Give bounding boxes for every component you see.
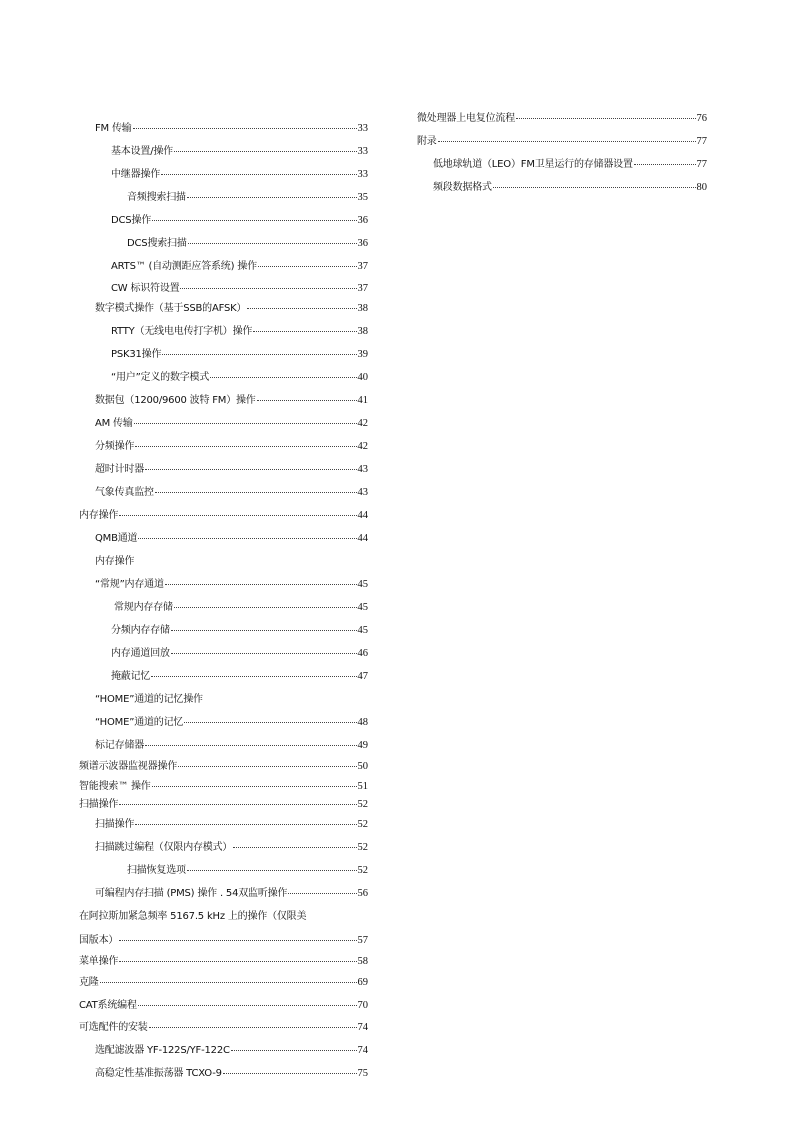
- toc-entry: [95, 739, 368, 752]
- toc-entry: [95, 841, 368, 854]
- toc-entry-title: RTTY（无线电电传打字机）操作: [111, 326, 253, 337]
- toc-entry-title: 内存操作: [79, 510, 119, 521]
- dot-leader: [135, 446, 356, 447]
- toc-entry-title: 可选配件的安装: [79, 1022, 148, 1033]
- toc-entry: [79, 999, 368, 1012]
- dot-leader: [100, 982, 357, 983]
- dot-leader: [247, 308, 356, 309]
- toc-entry-page: 33: [357, 123, 368, 134]
- dot-leader: [233, 847, 356, 848]
- toc-entry-page: 41: [357, 395, 368, 406]
- dot-leader: [184, 722, 356, 723]
- toc-entry-page: 33: [357, 169, 368, 180]
- toc-entry-title: 数据包（1200/9600 波特 FM）操作: [95, 395, 256, 406]
- toc-entry: [95, 1067, 368, 1080]
- toc-entry-title: ARTS™ (自动测距应答系统) 操作: [111, 261, 257, 272]
- toc-entry: [127, 237, 368, 250]
- dot-leader: [135, 824, 356, 825]
- toc-entry: [111, 282, 368, 295]
- dot-leader: [187, 870, 357, 871]
- toc-entry-title: 扫描恢复选项: [127, 865, 186, 876]
- toc-entry-page: 44: [357, 510, 368, 521]
- toc-entry: [111, 624, 368, 637]
- dot-leader: [210, 377, 356, 378]
- dot-leader: [152, 786, 357, 787]
- toc-entry: [111, 325, 368, 338]
- toc-entry-page: 57: [357, 935, 368, 946]
- toc-entry: [95, 463, 368, 476]
- toc-entry-page: 42: [357, 418, 368, 429]
- toc-entry: [95, 555, 368, 568]
- toc-entry-title: 微处理器上电复位流程: [417, 113, 515, 124]
- toc-entry-page: 75: [357, 1068, 368, 1079]
- toc-entry-title: 国版本）: [79, 935, 119, 946]
- toc-entry: [79, 760, 368, 773]
- toc-entry-page: 52: [357, 865, 368, 876]
- toc-entry-title: 扫描跳过编程（仅限内存模式）: [95, 842, 233, 853]
- dot-leader: [288, 893, 356, 894]
- toc-entry-title: 菜单操作: [79, 956, 119, 967]
- toc-entry-title: 数字模式操作（基于SSB的AFSK）: [95, 303, 247, 314]
- toc-entry-title: PSK31操作: [111, 349, 162, 360]
- dot-leader: [188, 243, 357, 244]
- dot-leader: [134, 423, 357, 424]
- toc-entry-title: 频谱示波器监视器操作: [79, 761, 177, 772]
- toc-entry-page: 43: [357, 487, 368, 498]
- toc-entry: [79, 1021, 368, 1034]
- dot-leader: [174, 607, 357, 608]
- toc-entry-page: 74: [357, 1022, 368, 1033]
- toc-entry-page: 43: [357, 464, 368, 475]
- toc-entry-page: 36: [357, 238, 368, 249]
- toc-entry-page: 36: [357, 215, 368, 226]
- dot-leader: [634, 164, 696, 165]
- dot-leader: [257, 400, 357, 401]
- toc-entry-page: 35: [357, 192, 368, 203]
- toc-entry: [95, 394, 368, 407]
- toc-entry-title: 选配滤波器 YF-122S/YF-122C: [95, 1045, 230, 1056]
- toc-entry-page: 44: [357, 533, 368, 544]
- toc-entry-page: 76: [696, 113, 707, 124]
- toc-entry-title: 掩蔽记忆: [111, 671, 151, 682]
- toc-entry-page: 45: [357, 602, 368, 613]
- toc-entry: [79, 798, 368, 811]
- toc-entry-title: FM 传输: [95, 123, 132, 134]
- toc-entry-title: 扫描操作: [79, 799, 119, 810]
- toc-entry-title: 常规内存存储: [114, 602, 173, 613]
- dot-leader: [178, 766, 357, 767]
- dot-leader: [253, 331, 356, 332]
- dot-leader: [187, 197, 357, 198]
- toc-entry-page: 47: [357, 671, 368, 682]
- dot-leader: [493, 187, 696, 188]
- toc-entry-title: 克隆: [79, 977, 99, 988]
- toc-entry: [79, 976, 368, 989]
- toc-entry: [95, 693, 368, 706]
- toc-entry-title: 气象传真监控: [95, 487, 154, 498]
- toc-entry-page: 77: [696, 159, 707, 170]
- toc-entry: [433, 158, 707, 171]
- toc-entry-title: 内存通道回放: [111, 648, 170, 659]
- toc-entry-page: 38: [357, 326, 368, 337]
- toc-entry-page: 33: [357, 146, 368, 157]
- dot-leader: [161, 174, 357, 175]
- toc-entry-page: 49: [357, 740, 368, 751]
- toc-entry-title: DCS操作: [111, 215, 152, 226]
- toc-entry-title: 高稳定性基准振荡器 TCXO-9: [95, 1068, 222, 1079]
- toc-entry-page: 39: [357, 349, 368, 360]
- toc-entry: [111, 647, 368, 660]
- dot-leader: [162, 354, 356, 355]
- toc-entry-page: 37: [357, 283, 368, 294]
- dot-leader: [258, 266, 357, 267]
- dot-leader: [119, 961, 356, 962]
- toc-entry-title: 附录: [417, 136, 437, 147]
- dot-leader: [180, 288, 356, 289]
- toc-entry-title: CAT系统编程: [79, 1000, 137, 1011]
- dot-leader: [438, 141, 696, 142]
- toc-entry-page: 51: [357, 781, 368, 792]
- toc-entry-page: 69: [357, 977, 368, 988]
- toc-entry-title: DCS搜索扫描: [127, 238, 187, 249]
- dot-leader: [516, 118, 696, 119]
- toc-entry-title: QMB通道: [95, 533, 138, 544]
- toc-entry-title: 分频内存存储: [111, 625, 170, 636]
- toc-entry: [95, 887, 368, 900]
- toc-entry-title: CW 标识符设置: [111, 283, 180, 294]
- toc-entry-title: 音频搜索扫描: [127, 192, 186, 203]
- toc-entry: [95, 716, 368, 729]
- toc-entry-page: 45: [357, 579, 368, 590]
- toc-entry-page: 52: [357, 799, 368, 810]
- toc-entry: [111, 214, 368, 227]
- dot-leader: [138, 1005, 357, 1006]
- toc-entry-page: 58: [357, 956, 368, 967]
- dot-leader: [145, 745, 357, 746]
- dot-leader: [145, 469, 357, 470]
- toc-entry-page: 50: [357, 761, 368, 772]
- toc-entry: [79, 955, 368, 968]
- dot-leader: [231, 1050, 357, 1051]
- toc-entry-page: 38: [357, 303, 368, 314]
- toc-entry: [111, 145, 368, 158]
- toc-entry: [417, 135, 707, 148]
- toc-entry-title: 频段数据格式: [433, 182, 492, 193]
- toc-entry-title: 可编程内存扫描 (PMS) 操作 . 54双监听操作: [95, 888, 288, 899]
- toc-entry-page: 37: [357, 261, 368, 272]
- dot-leader: [138, 538, 356, 539]
- toc-entry-title: 标记存储器: [95, 740, 144, 751]
- toc-entry-title: AM 传输: [95, 418, 133, 429]
- toc-entry-page: 52: [357, 842, 368, 853]
- toc-entry-title: 低地球轨道（LEO）FM卫星运行的存储器设置: [433, 159, 633, 170]
- toc-entry: [433, 181, 707, 194]
- toc-entry-page: 74: [357, 1045, 368, 1056]
- dot-leader: [151, 676, 356, 677]
- toc-entry: [95, 302, 368, 315]
- toc-entry-page: 48: [357, 717, 368, 728]
- toc-entry-title: 内存操作: [95, 556, 135, 567]
- dot-leader: [133, 128, 357, 129]
- toc-entry-title: 在阿拉斯加紧急频率 5167.5 kHz 上的操作（仅限美: [79, 911, 307, 922]
- dot-leader: [174, 151, 357, 152]
- toc-entry-page: 80: [696, 182, 707, 193]
- toc-entry: [114, 601, 368, 614]
- toc-entry-title: 超时计时器: [95, 464, 144, 475]
- toc-entry: [95, 532, 368, 545]
- toc-entry: [95, 486, 368, 499]
- dot-leader: [171, 653, 357, 654]
- toc-entry-title: “HOME”通道的记忆: [95, 717, 184, 728]
- toc-entry-page: 46: [357, 648, 368, 659]
- toc-entry-title: “常规”内存通道: [95, 579, 164, 590]
- toc-entry: [111, 670, 368, 683]
- toc-entry-title: 分频操作: [95, 441, 135, 452]
- toc-entry-title: 智能搜索™ 操作: [79, 781, 151, 792]
- toc-entry-title: 基本设置/操作: [111, 146, 173, 157]
- toc-entry: [417, 112, 707, 125]
- toc-entry-title: 扫描操作: [95, 819, 135, 830]
- toc-entry: [111, 260, 368, 273]
- toc-entry: [95, 417, 368, 430]
- dot-leader: [119, 804, 356, 805]
- toc-entry-page: 40: [357, 372, 368, 383]
- toc-entry: [79, 910, 368, 923]
- toc-entry: [95, 122, 368, 135]
- dot-leader: [155, 492, 357, 493]
- toc-entry: [127, 864, 368, 877]
- toc-entry-title: “用户”定义的数字模式: [111, 372, 210, 383]
- toc-entry-page: 42: [357, 441, 368, 452]
- toc-entry-page: 56: [357, 888, 368, 899]
- dot-leader: [119, 940, 356, 941]
- toc-entry: [79, 780, 368, 793]
- toc-entry: [95, 578, 368, 591]
- toc-entry-page: 70: [357, 1000, 368, 1011]
- toc-entry: [79, 934, 368, 947]
- toc-entry: [111, 348, 368, 361]
- dot-leader: [149, 1027, 357, 1028]
- toc-entry: [79, 509, 368, 522]
- toc-entry: [95, 1044, 368, 1057]
- toc-entry-page: 77: [696, 136, 707, 147]
- toc-entry: [95, 818, 368, 831]
- toc-entry: [95, 440, 368, 453]
- dot-leader: [152, 220, 356, 221]
- dot-leader: [171, 630, 357, 631]
- dot-leader: [223, 1073, 357, 1074]
- toc-entry-page: 52: [357, 819, 368, 830]
- toc-entry-title: “HOME”通道的记忆操作: [95, 694, 203, 705]
- dot-leader: [165, 584, 357, 585]
- toc-entry: [111, 371, 368, 384]
- toc-entry-title: 中继器操作: [111, 169, 160, 180]
- toc-entry: [127, 191, 368, 204]
- toc-entry: [111, 168, 368, 181]
- dot-leader: [119, 515, 356, 516]
- toc-entry-page: 45: [357, 625, 368, 636]
